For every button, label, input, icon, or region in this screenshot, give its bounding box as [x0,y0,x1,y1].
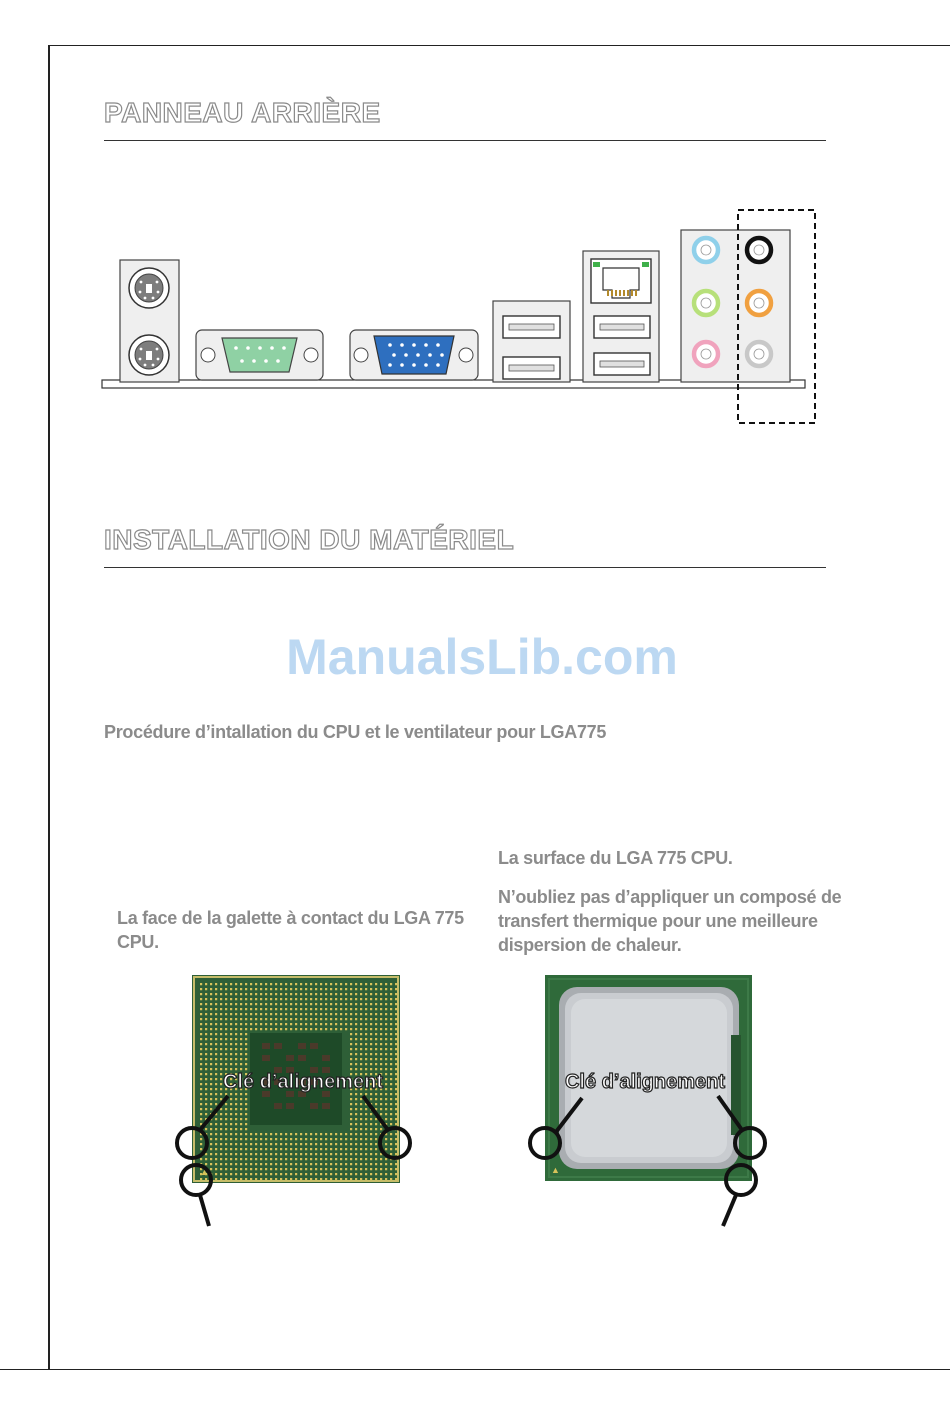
cpu-contact-side-image [192,975,400,1183]
audio-jacks [681,230,790,382]
vga-port [350,330,478,380]
svg-text:▲: ▲ [200,1167,209,1177]
cpu-back-caption: La face de la galette à contact du LGA 775 CPU. [117,908,464,952]
ps2-keyboard-port [129,268,169,308]
back-panel-title: PANNEAU ARRIÈRE [104,97,381,128]
hardware-title: INSTALLATION DU MATÉRIEL [104,524,515,555]
cpu-heat-spreader-image [545,975,752,1181]
svg-text:▲: ▲ [551,1165,560,1175]
cpu-front-caption-2: N’oubliez pas d’appliquer un composé de transfert thermique pour une meilleure dispersion de chaleur. [498,887,842,955]
alignment-key-label: Clé d’alignement [222,1071,384,1093]
ps2-mouse-port [129,335,169,375]
alignment-key-label: Clé d’alignement [564,1071,726,1093]
serial-port [196,330,323,380]
hardware-rule [104,567,826,568]
usb-ports [493,301,570,382]
page-border-top [48,45,950,46]
cpu-procedure-heading: Procédure d’intallation du CPU et le ventilateur pour LGA775 [104,722,607,742]
back-panel-rule [104,140,826,141]
page-border-bottom [0,1369,950,1370]
back-panel-diagram [0,190,950,440]
pin1-pointer-line [723,1195,736,1226]
pin1-pointer-line [200,1195,209,1226]
cpu-front-caption-1: La surface du LGA 775 CPU. [498,848,733,868]
watermark: ManualsLib.com [286,629,678,685]
